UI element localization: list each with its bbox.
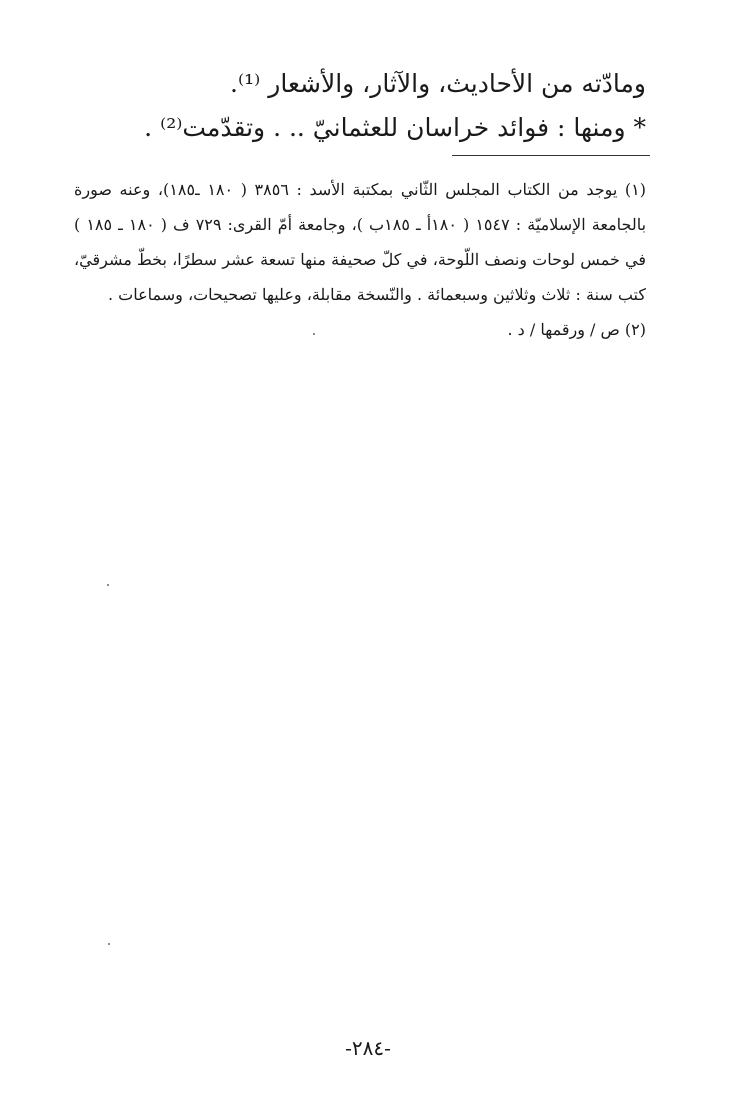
scan-speck xyxy=(107,584,109,586)
footnote-1: (١) يوجد من الكتاب المجلس الثّاني بمكتبة الأسد : ٣٨٥٦ ( ١٨٠ ـ١٨٥)، وعنه صورة بالجامعة الإسلاميّة : ١٥٤٧ ( ١٨٠أ ـ ١٨٥ب )، وجامعة أمّ القرى: ٧٢٩ ف ( ١٨٠ ـ ١٨٥ ) في خمس لوحات ونصف اللّوحة، في كلّ صحيفة منها تسعة عشر سطرًا، بخطّ مشرقيّ، كتب سنة : ثلاث وثلاثين وسبعمائة . والنّسخة مقابلة، وعليها تصحيحات، وسماعات . xyxy=(74,180,647,304)
main-text xyxy=(106,62,646,150)
footnote-2: (٢) ص / ورقمها / د . xyxy=(507,320,646,339)
footnotes xyxy=(74,172,646,347)
main-text-line-1: ومادّته من الأحاديث، والآثار، والأشعار ⁽¹⁾. xyxy=(230,69,646,98)
main-text-line-2: * ومنها : فوائد خراسان للعثمانيّ .. . وتقدّمت⁽²⁾ . xyxy=(144,113,646,142)
scan-speck xyxy=(313,333,315,335)
scan-speck xyxy=(108,943,110,945)
page-number: -٢٨٤- xyxy=(345,1036,391,1060)
footnote-divider xyxy=(452,155,650,156)
